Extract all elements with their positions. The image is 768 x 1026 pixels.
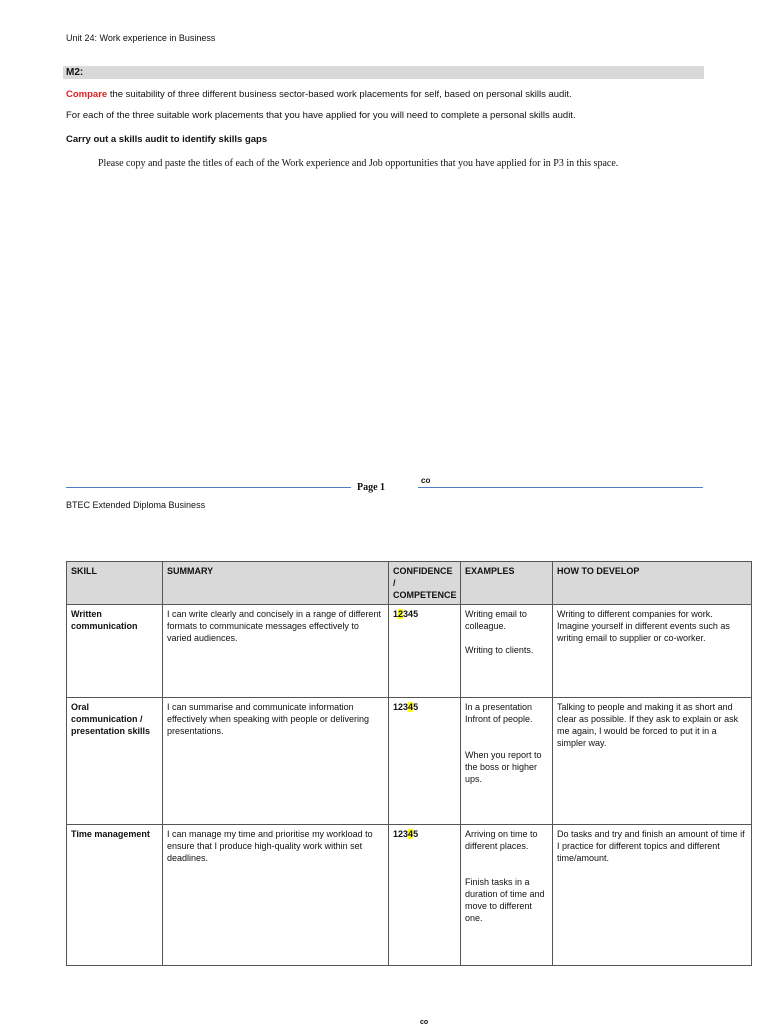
- section-label: M2:: [66, 67, 84, 78]
- confidence-number: 4: [408, 702, 414, 712]
- confidence-number: 1: [393, 702, 399, 712]
- example-text: When you report to the boss or higher ups.: [465, 750, 542, 784]
- header-summary: SUMMARY: [163, 562, 389, 605]
- summary-cell: I can summarise and communicate information effectively when speaking with people or delivering presentations.: [163, 698, 389, 825]
- summary-cell: I can write clearly and concisely in a range of different formats to communicate messages effectively to varied audiences.: [163, 605, 389, 698]
- example-text: In a presentation Infront of people.: [465, 702, 533, 724]
- skills-audit-heading: Carry out a skills audit to identify skills gaps: [66, 134, 268, 145]
- confidence-number: 3: [403, 609, 409, 619]
- confidence-cell: [389, 698, 461, 825]
- confidence-number: 2: [398, 609, 404, 619]
- example-text: Writing to clients.: [465, 645, 534, 655]
- example-text: Finish tasks in a duration of time and move to different one.: [465, 877, 545, 923]
- section-bar: [63, 66, 704, 79]
- develop-cell: Talking to people and making it as short and clear as possible. If they ask to explain or ask me again, I would be forced to put it in a simpler way.: [553, 698, 752, 825]
- confidence-scale: [393, 829, 418, 839]
- confidence-number: 4: [408, 609, 414, 619]
- confidence-number: 3: [403, 702, 409, 712]
- confidence-number: 2: [398, 829, 404, 839]
- skills-audit-table: [66, 561, 752, 966]
- compare-word: Compare: [66, 89, 108, 100]
- confidence-number: 4: [408, 829, 414, 839]
- header-examples: EXAMPLES: [461, 562, 553, 605]
- footer-rule-right: [418, 487, 703, 488]
- page-number: Page 1: [357, 482, 386, 493]
- confidence-number: 1: [393, 609, 399, 619]
- example-text: Arriving on time to different places.: [465, 829, 538, 851]
- confidence-number: 2: [398, 702, 404, 712]
- compare-instruction: [66, 89, 572, 100]
- skill-cell: Written communication: [67, 605, 163, 698]
- table-header-row: [67, 562, 752, 605]
- confidence-number: 5: [413, 702, 419, 712]
- confidence-scale: [393, 702, 418, 712]
- confidence-number: 3: [403, 829, 409, 839]
- confidence-number: 1: [393, 829, 399, 839]
- bottom-mark: co: [420, 1019, 429, 1026]
- header-confidence: CONFIDENCE / COMPETENCE: [389, 562, 461, 605]
- header-develop: HOW TO DEVELOP: [553, 562, 752, 605]
- confidence-scale: [393, 609, 418, 619]
- table-row: [67, 698, 752, 825]
- unit-title: Unit 24: Work experience in Business: [66, 33, 216, 43]
- course-title: BTEC Extended Diploma Business: [66, 500, 206, 510]
- confidence-number: 5: [413, 609, 419, 619]
- examples-cell: [461, 605, 553, 698]
- skill-cell: Time management: [67, 825, 163, 966]
- skill-cell: Oral communication / presentation skills: [67, 698, 163, 825]
- compare-rest: the suitability of three different business sector-based work placements for self, based on personal skills audit.: [107, 89, 572, 100]
- develop-cell: Writing to different companies for work. Imagine yourself in different events such as writing email to supplier or co-worker.: [553, 605, 752, 698]
- table-row: [67, 605, 752, 698]
- table-row: [67, 825, 752, 966]
- confidence-cell: [389, 605, 461, 698]
- example-text: Writing email to colleague.: [465, 609, 527, 631]
- summary-cell: I can manage my time and prioritise my workload to ensure that I produce high-quality work within set deadlines.: [163, 825, 389, 966]
- paste-titles-instruction: Please copy and paste the titles of each of the Work experience and Job opportunities that you have applied for in P3 in this space.: [98, 158, 619, 169]
- header-skill: SKILL: [67, 562, 163, 605]
- placement-instruction: For each of the three suitable work placements that you have applied for you will need to complete a personal skills audit.: [66, 110, 576, 121]
- confidence-number: 5: [413, 829, 419, 839]
- footer-mark: co: [421, 476, 431, 485]
- examples-cell: [461, 698, 553, 825]
- confidence-cell: [389, 825, 461, 966]
- footer-rule-left: [66, 487, 351, 488]
- develop-cell: Do tasks and try and finish an amount of time if I practice for different topics and different time/amount.: [553, 825, 752, 966]
- examples-cell: [461, 825, 553, 966]
